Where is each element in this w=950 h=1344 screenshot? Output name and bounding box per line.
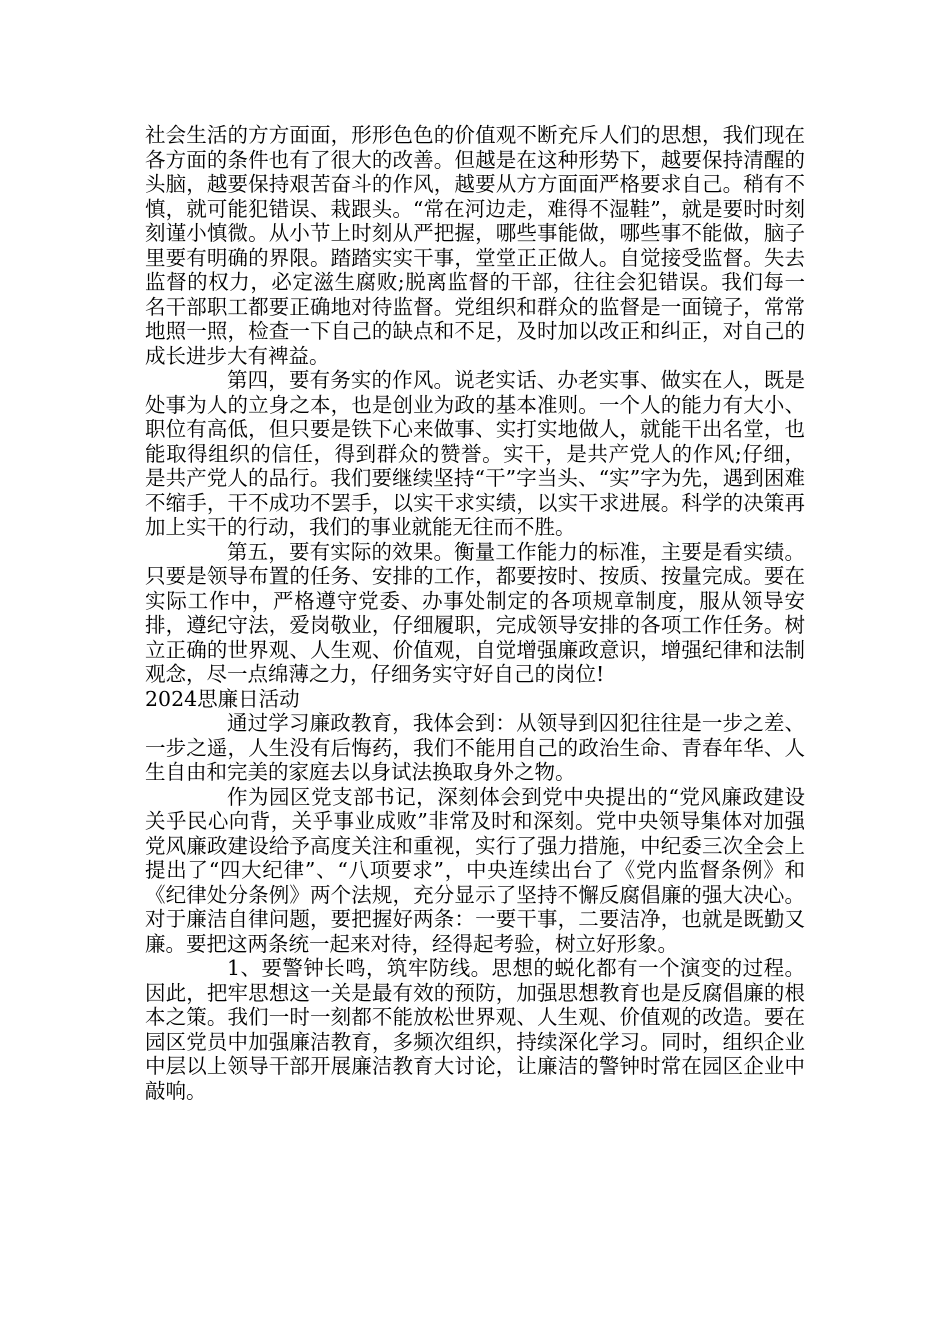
paragraph-fifth-point: 第五，要有实际的效果。衡量工作能力的标准，主要是看实绩。只要是领导布置的任务、安排的工作，都要按时、按质、按量完成。要在实际工作中，严格遵守党委、办事处制定的各项规章制度，服从领导安排，遵纪守法，爱岗敬业，仔细履职，完成领导安排的各项工作任务。树立正确的世界观、人生观、价值观，自觉增强廉政意识，增强纪律和法制观念，尽一点绵薄之力，仔细务实守好自己的岗位!	[145, 539, 805, 686]
document-body	[145, 123, 805, 1103]
paragraph-supervision: 社会生活的方方面面，形形色色的价值观不断充斥人们的思想，我们现在各方面的条件也有了很大的改善。但越是在这种形势下，越要保持清醒的头脑，越要保持艰苦奋斗的作风，越要从方方面面严格要求自己。稍有不慎，就可能犯错误、栽跟头。“常在河边走，难得不湿鞋”，就是要时时刻刻谨小慎微。从小节上时刻从严把握，哪些事能做，哪些事不能做，脑子里要有明确的界限。踏踏实实干事，堂堂正正做人。自觉接受监督。失去监督的权力，必定滋生腐败;脱离监督的干部，往往会犯错误。我们每一名干部职工都要正确地对待监督。党组织和群众的监督是一面镜子，常常地照一照，检查一下自己的缺点和不足，及时加以改正和纠正，对自己的成长进步大有裨益。	[145, 123, 805, 368]
paragraph-party-secretary: 作为园区党支部书记，深刻体会到党中央提出的“党风廉政建设关乎民心向背，关乎事业成败”非常及时和深刻。党中央领导集体对加强党风廉政建设给予高度关注和重视，实行了强力措施，中纪委三次全会上提出了“四大纪律”、“八项要求”，中央连续出台了《党内监督条例》和《纪律处分条例》两个法规，充分显示了坚持不懈反腐倡廉的强大决心。对于廉洁自律问题，要把握好两条：一要干事，二要洁净，也就是既勤又廉。要把这两条统一起来对待，经得起考验，树立好形象。	[145, 784, 805, 956]
paragraph-learning: 通过学习廉政教育，我体会到：从领导到囚犯往往是一步之差、一步之遥，人生没有后悔药，我们不能用自己的政治生命、青春年华、人生自由和完美的家庭去以身试法换取身外之物。	[145, 711, 805, 784]
section-heading: 2024思廉日活动	[145, 686, 300, 711]
paragraph-point-one: 1、要警钟长鸣，筑牢防线。思想的蜕化都有一个演变的过程。因此，把牢思想这一关是最有效的预防，加强思想教育也是反腐倡廉的根本之策。我们一时一刻都不能放松世界观、人生观、价值观的改造。要在园区党员中加强廉洁教育，多频次组织，持续深化学习。同时，组织企业中层以上领导干部开展廉洁教育大讨论，让廉洁的警钟时常在园区企业中敲响。	[145, 956, 805, 1103]
paragraph-fourth-point: 第四，要有务实的作风。说老实话、办老实事、做实在人，既是处事为人的立身之本，也是创业为政的基本准则。一个人的能力有大小、职位有高低，但只要是铁下心来做事、实打实地做人，就能干出名堂，也能取得组织的信任，得到群众的赞誉。实干，是共产党人的作风;仔细，是共产党人的品行。我们要继续坚持“干”字当头、“实”字为先，遇到困难不缩手，干不成功不罢手，以实干求实绩，以实干求进展。科学的决策再加上实干的行动，我们的事业就能无往而不胜。	[145, 368, 805, 539]
